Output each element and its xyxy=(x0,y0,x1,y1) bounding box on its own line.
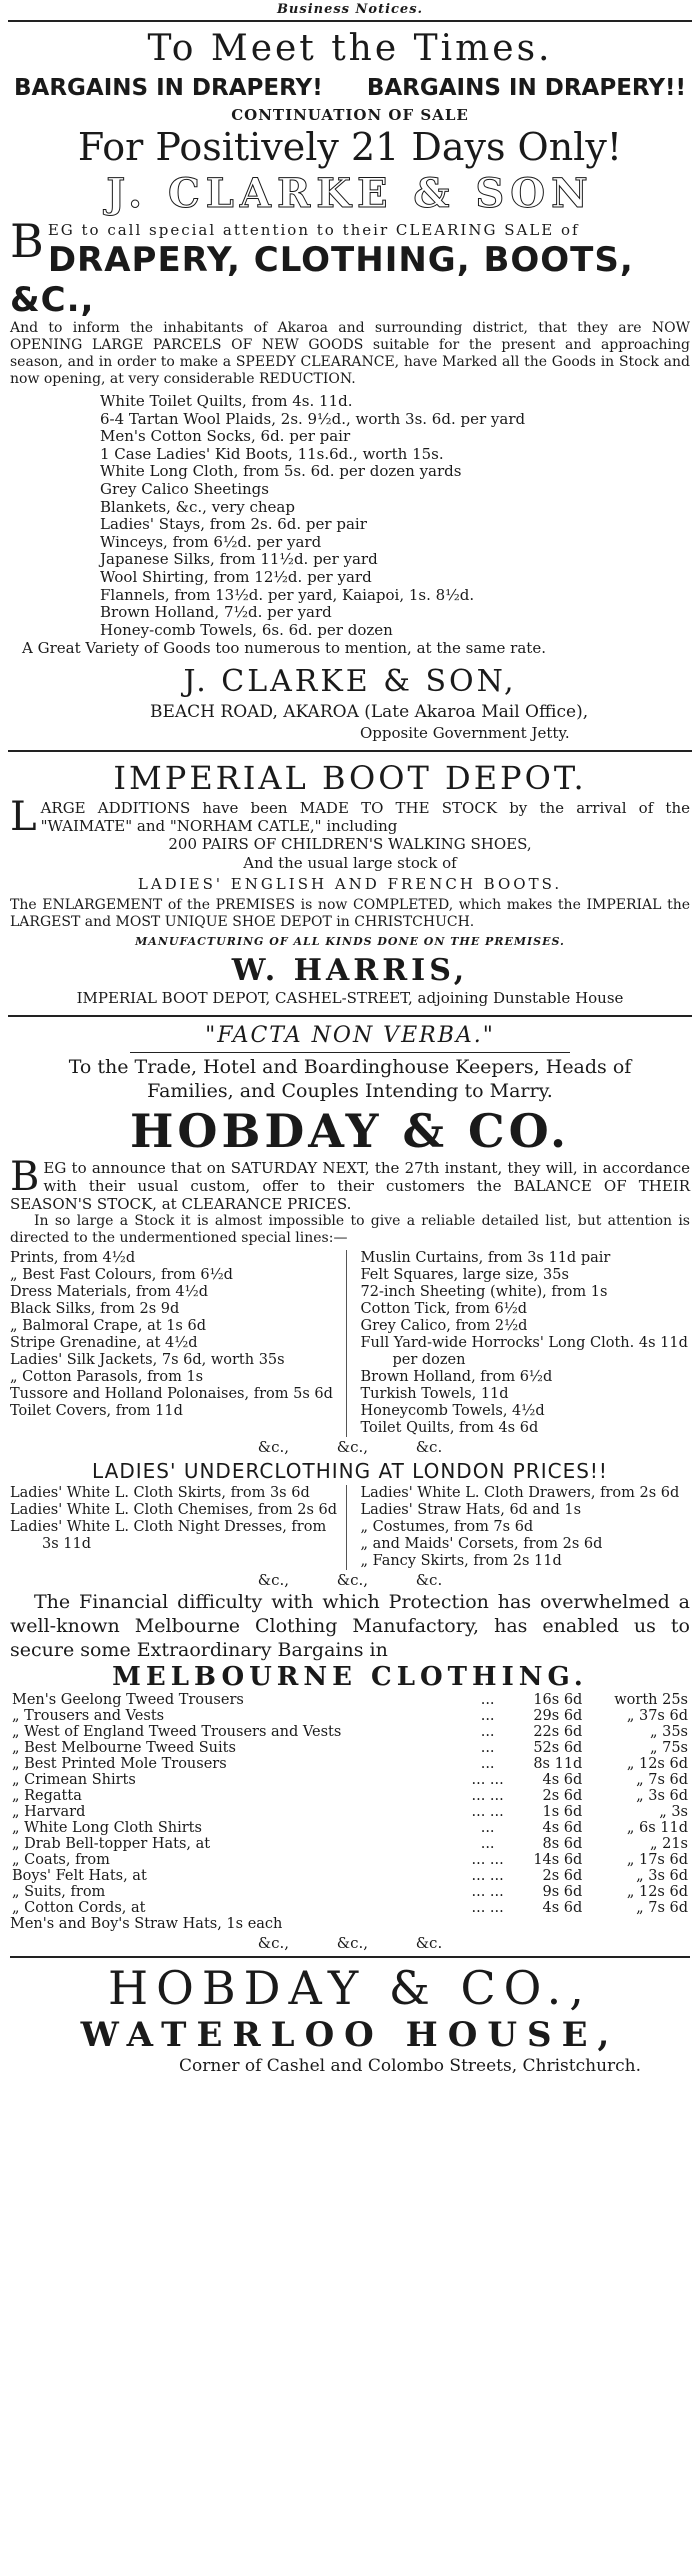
footer-address: Corner of Cashel and Colombo Streets, Christchurch. xyxy=(178,2056,642,2077)
table-cell-price: 29s 6d xyxy=(533,1708,583,1725)
list-item: Winceys, from 6½d. per yard xyxy=(100,532,322,551)
boot-enlargement: The ENLARGEMENT of the PREMISES is now COMPLETED, which makes the IMPERIAL the LARGEST and MOST UNIQUE SHOE DEPOT in CHRISTCHUCH. xyxy=(10,897,690,931)
table-row xyxy=(10,1836,690,1852)
clarke-opposite: Opposite Government Jetty. xyxy=(360,724,570,743)
list-item: Cotton Tick, from 6½d xyxy=(360,1301,528,1318)
table-row xyxy=(10,1772,690,1788)
table-cell-price: 4s 6d xyxy=(542,1820,583,1837)
list-item: Ladies' White L. Cloth Chemises, from 2s 6d xyxy=(10,1502,338,1519)
continuation-of-sale: CONTINUATION OF SALE xyxy=(231,106,469,124)
list-item: „ and Maids' Corsets, from 2s 6d xyxy=(360,1536,603,1553)
table-cell-price: 52s 6d xyxy=(533,1740,583,1757)
underclothing-lines xyxy=(10,1485,690,1570)
bargain-right: BARGAINS IN DRAPERY!! xyxy=(366,75,686,101)
dropcap: B xyxy=(10,214,44,268)
clarke-big-line: DRAPERY, CLOTHING, BOOTS, &C., xyxy=(10,240,634,320)
list-item: Full Yard-wide Horrocks' Long Cloth. 4s 11d per dozen xyxy=(360,1335,688,1369)
table-row xyxy=(10,1820,690,1836)
list-item: Prints, from 4½d xyxy=(10,1250,136,1267)
table-cell-dots: ... xyxy=(480,1708,495,1725)
clarke-beg-text: EG to call special attention to their CLEARING SALE of xyxy=(47,221,580,239)
underclothing-title: LADIES' UNDERCLOTHING AT LONDON PRICES!! xyxy=(92,1459,608,1484)
list-item: White Toilet Quilts, from 4s. 11d. xyxy=(100,392,353,410)
table-cell-item: Boys' Felt Hats, at xyxy=(12,1868,147,1885)
hobday-advertisement xyxy=(8,1020,692,2081)
table-cell-item: „ Drab Bell-topper Hats, at xyxy=(12,1836,211,1853)
table-cell-price: 16s 6d xyxy=(533,1692,583,1709)
list-item: Honeycomb Towels, 4½d xyxy=(360,1403,545,1420)
list-item: Tussore and Holland Polonaises, from 5s 6d xyxy=(10,1386,333,1403)
hobday-beg xyxy=(10,1154,690,1214)
straw-hats: Men's and Boy's Straw Hats, 1s each xyxy=(10,1916,283,1933)
list-item: Grey Calico Sheetings xyxy=(100,479,269,498)
table-cell-dots: ... ... xyxy=(471,1900,504,1917)
table-cell-dots: ... ... xyxy=(471,1804,504,1821)
list-item: 1 Case Ladies' Kid Boots, 11s.6d., worth 15s. xyxy=(100,444,444,463)
list-item: Felt Squares, large size, 35s xyxy=(360,1267,569,1284)
table-cell-dots: ... ... xyxy=(471,1788,504,1805)
clarke-item-list xyxy=(10,388,690,639)
boot-ladies-boots: LADIES' ENGLISH AND FRENCH BOOTS. xyxy=(137,875,563,894)
footer-waterloo-house: WATERLOO HOUSE, xyxy=(80,2015,620,2056)
table-cell-item: „ Best Melbourne Tweed Suits xyxy=(12,1740,236,1757)
table-cell-item: Men's Geelong Tweed Trousers xyxy=(12,1692,244,1709)
left-column xyxy=(10,1250,347,1437)
etc-line: &c., &c., &c. xyxy=(257,1934,443,1953)
table-cell-dots: ... xyxy=(480,1692,495,1709)
table-cell-worth: „ 37s 6d xyxy=(626,1708,688,1725)
etc-line: &c., &c., &c. xyxy=(257,1438,443,1457)
list-item: Stripe Grenadine, at 4½d xyxy=(10,1335,198,1352)
list-item: Ladies' Stays, from 2s. 6d. per pair xyxy=(100,515,367,534)
list-item: Brown Holland, from 6½d xyxy=(360,1369,553,1386)
clarke-headline: To Meet the Times. xyxy=(147,28,553,69)
right-column xyxy=(361,1250,691,1437)
table-cell-dots: ... xyxy=(480,1820,495,1837)
list-item: Blankets, &c., very cheap xyxy=(100,497,295,516)
table-cell-price: 2s 6d xyxy=(542,1788,583,1805)
list-item: „ Balmoral Crape, at 1s 6d xyxy=(10,1318,206,1335)
table-cell-item: „ Coats, from xyxy=(12,1852,110,1869)
table-cell-worth: „ 12s 6d xyxy=(626,1756,688,1773)
left-column xyxy=(10,1485,347,1570)
melbourne-clothing: MELBOURNE CLOTHING. xyxy=(112,1662,588,1693)
newspaper-page xyxy=(8,0,692,2081)
table-cell-item: „ West of England Tweed Trousers and Vests xyxy=(12,1724,342,1741)
table-cell-dots: ... xyxy=(480,1724,495,1741)
table-cell-dots: ... xyxy=(480,1740,495,1757)
footer-hobday-name: HOBDAY & CO., xyxy=(108,1961,592,2016)
clarke-beg-paragraph xyxy=(10,214,690,268)
table-row xyxy=(10,1868,690,1884)
table-cell-price: 8s 11d xyxy=(533,1756,583,1773)
boot-title: IMPERIAL BOOT DEPOT. xyxy=(113,759,587,798)
table-row xyxy=(10,1900,690,1916)
list-item: White Long Cloth, from 5s. 6d. per dozen yards xyxy=(100,462,462,481)
table-cell-dots: ... xyxy=(480,1836,495,1853)
clarke-advertisement xyxy=(8,25,692,747)
table-cell-worth: worth 25s xyxy=(614,1692,688,1709)
boot-address: IMPERIAL BOOT DEPOT, CASHEL-STREET, adjoining Dunstable House xyxy=(76,989,624,1008)
section-title: Business Notices. xyxy=(276,2,424,17)
divider xyxy=(8,1015,692,1017)
list-item: Muslin Curtains, from 3s 11d pair xyxy=(360,1250,611,1267)
table-row xyxy=(10,1788,690,1804)
table-cell-item: „ White Long Cloth Shirts xyxy=(12,1820,202,1837)
table-cell-price: 9s 6d xyxy=(542,1884,583,1901)
table-cell-price: 22s 6d xyxy=(533,1724,583,1741)
list-item: Wool Shirting, from 12½d. per yard xyxy=(100,567,372,586)
hobday-to-trade: To the Trade, Hotel and Boardinghouse Keepers, Heads of Families, and Couples Intending to Marry. xyxy=(68,1056,632,1103)
list-item: Toilet Quilts, from 4s 6d xyxy=(360,1420,539,1437)
table-cell-item: „ Regatta xyxy=(12,1788,82,1805)
imperial-boot-advertisement xyxy=(8,755,692,1012)
table-cell-item: „ Trousers and Vests xyxy=(12,1708,165,1725)
list-item: „ Best Fast Colours, from 6½d xyxy=(10,1267,233,1284)
table-cell-worth: „ 6s 11d xyxy=(626,1820,688,1837)
table-cell-price: 4s 6d xyxy=(542,1772,583,1789)
list-item: Ladies' White L. Cloth Night Dresses, from 3s 11d xyxy=(10,1519,327,1553)
boot-usual-stock: And the usual large stock of xyxy=(243,854,457,873)
table-cell-worth: „ 3s xyxy=(659,1804,688,1821)
table-cell-worth: „ 3s 6d xyxy=(636,1868,688,1885)
list-item: Dress Materials, from 4½d xyxy=(10,1284,208,1301)
divider xyxy=(8,20,692,22)
dropcap: L xyxy=(10,794,37,841)
boot-childrens-shoes: 200 PAIRS OF CHILDREN'S WALKING SHOES, xyxy=(168,835,532,854)
table-cell-dots: ... xyxy=(480,1756,495,1773)
clarke-firm-banner: J. CLARKE & SON xyxy=(106,170,594,217)
hobday-name: HOBDAY & CO. xyxy=(129,1104,571,1159)
table-cell-item: „ Crimean Shirts xyxy=(12,1772,136,1789)
list-item: Ladies' White L. Cloth Skirts, from 3s 6d xyxy=(10,1485,310,1502)
divider xyxy=(10,1956,690,1958)
list-item: Honey-comb Towels, 6s. 6d. per dozen xyxy=(100,620,393,639)
table-cell-worth: „ 7s 6d xyxy=(636,1900,688,1917)
list-item: Japanese Silks, from 11½d. per yard xyxy=(100,550,378,569)
table-cell-price: 14s 6d xyxy=(533,1852,583,1869)
list-item: „ Cotton Parasols, from 1s xyxy=(10,1369,204,1386)
divider xyxy=(8,750,692,752)
table-row xyxy=(10,1740,690,1756)
list-item: Turkish Towels, 11d xyxy=(360,1386,509,1403)
list-item: Ladies' White L. Cloth Drawers, from 2s 6d xyxy=(360,1485,680,1502)
bargain-left: BARGAINS IN DRAPERY! xyxy=(14,75,323,101)
table-row xyxy=(10,1852,690,1868)
table-row xyxy=(10,1804,690,1820)
etc-line: &c., &c., &c. xyxy=(257,1571,443,1590)
list-item: 72-inch Sheeting (white), from 1s xyxy=(360,1284,608,1301)
table-cell-worth: „ 17s 6d xyxy=(626,1852,688,1869)
table-row xyxy=(10,1884,690,1900)
table-cell-worth: „ 21s xyxy=(649,1836,688,1853)
table-cell-worth: „ 35s xyxy=(649,1724,688,1741)
table-cell-worth: „ 12s 6d xyxy=(626,1884,688,1901)
boot-harris-name: W. HARRIS, xyxy=(231,953,469,989)
boot-p1: ARGE ADDITIONS have been MADE TO THE STOCK by the arrival of the "WAIMATE" and "NORHAM CATLE," including xyxy=(40,799,690,836)
table-cell-price: 4s 6d xyxy=(542,1900,583,1917)
clothing-price-table xyxy=(10,1692,690,1916)
table-row xyxy=(10,1724,690,1740)
table-cell-item: „ Cotton Cords, at xyxy=(12,1900,146,1917)
days-only: For Positively 21 Days Only! xyxy=(77,125,623,169)
hobday-special-lines xyxy=(10,1250,690,1437)
table-row xyxy=(10,1692,690,1708)
list-item: „ Fancy Skirts, from 2s 11d xyxy=(360,1553,562,1570)
list-item: Ladies' Straw Hats, 6d and 1s xyxy=(360,1502,582,1519)
list-item: Flannels, from 13½d. per yard, Kaiapoi, 1s. 8½d. xyxy=(100,585,475,604)
table-cell-dots: ... ... xyxy=(471,1868,504,1885)
divider xyxy=(130,1052,570,1053)
hobday-beg-text: EG to announce that on SATURDAY NEXT, the 27th instant, they will, in accordance with their usual custom, offer to their customers the BALANCE OF THEIR SEASON'S STOCK, at CLEARANCE PRICES. xyxy=(10,1159,690,1214)
clarke-address: BEACH ROAD, AKAROA (Late Akaroa Mail Office), xyxy=(150,702,589,723)
clarke-firm-sign: J. CLARKE & SON, xyxy=(183,664,517,700)
hobday-large-stock: In so large a Stock it is almost impossible to give a reliable detailed list, but attention is directed to the undermentioned special lines:— xyxy=(10,1213,690,1247)
table-cell-worth: „ 3s 6d xyxy=(636,1788,688,1805)
boot-paragraph-1 xyxy=(10,794,690,841)
boot-manufacturing: MANUFACTURING OF ALL KINDS DONE ON THE PREMISES. xyxy=(135,935,565,949)
list-item: Black Silks, from 2s 9d xyxy=(10,1301,180,1318)
table-cell-item: „ Suits, from xyxy=(12,1884,106,1901)
table-cell-price: 2s 6d xyxy=(542,1868,583,1885)
hobday-financial: The Financial difficulty with which Protection has overwhelmed a well-known Melbourne Clothing Manufactory, has enabled us to secure some Extraordinary Bargains in xyxy=(10,1591,690,1662)
list-item: Ladies' Silk Jackets, 7s 6d, worth 35s xyxy=(10,1352,285,1369)
table-cell-dots: ... ... xyxy=(471,1772,504,1789)
list-item: Grey Calico, from 2½d xyxy=(360,1318,528,1335)
hobday-motto: "FACTA NON VERBA." xyxy=(205,1023,495,1049)
table-cell-worth: „ 7s 6d xyxy=(636,1772,688,1789)
list-item: Brown Holland, 7½d. per yard xyxy=(100,603,332,622)
table-row xyxy=(10,1756,690,1772)
table-row xyxy=(10,1708,690,1724)
table-cell-dots: ... ... xyxy=(471,1884,504,1901)
right-column xyxy=(361,1485,691,1570)
table-cell-item: „ Harvard xyxy=(12,1804,86,1821)
list-item: 6-4 Tartan Wool Plaids, 2s. 9½d., worth 3s. 6d. per yard xyxy=(100,409,526,428)
table-cell-item: „ Best Printed Mole Trousers xyxy=(12,1756,227,1773)
list-item: „ Costumes, from 7s 6d xyxy=(360,1519,534,1536)
great-variety: A Great Variety of Goods too numerous to mention, at the same rate. xyxy=(22,639,546,658)
table-cell-price: 1s 6d xyxy=(542,1804,583,1821)
table-cell-worth: „ 75s xyxy=(649,1740,688,1757)
list-item: Men's Cotton Socks, 6d. per pair xyxy=(100,427,351,446)
table-cell-dots: ... ... xyxy=(471,1852,504,1869)
list-item: Toilet Covers, from 11d xyxy=(10,1403,183,1420)
clarke-intro: And to inform the inhabitants of Akaroa and surrounding district, that they are NOW OPENING LARGE PARCELS OF NEW GOODS suitable for the present and approaching season, and in order to make a SPEEDY CLEARANCE, have Marked all the Goods in Stock and now opening, at very considerable REDUCTION. xyxy=(10,320,690,387)
table-cell-price: 8s 6d xyxy=(542,1836,583,1853)
dropcap: B xyxy=(10,1154,40,1201)
